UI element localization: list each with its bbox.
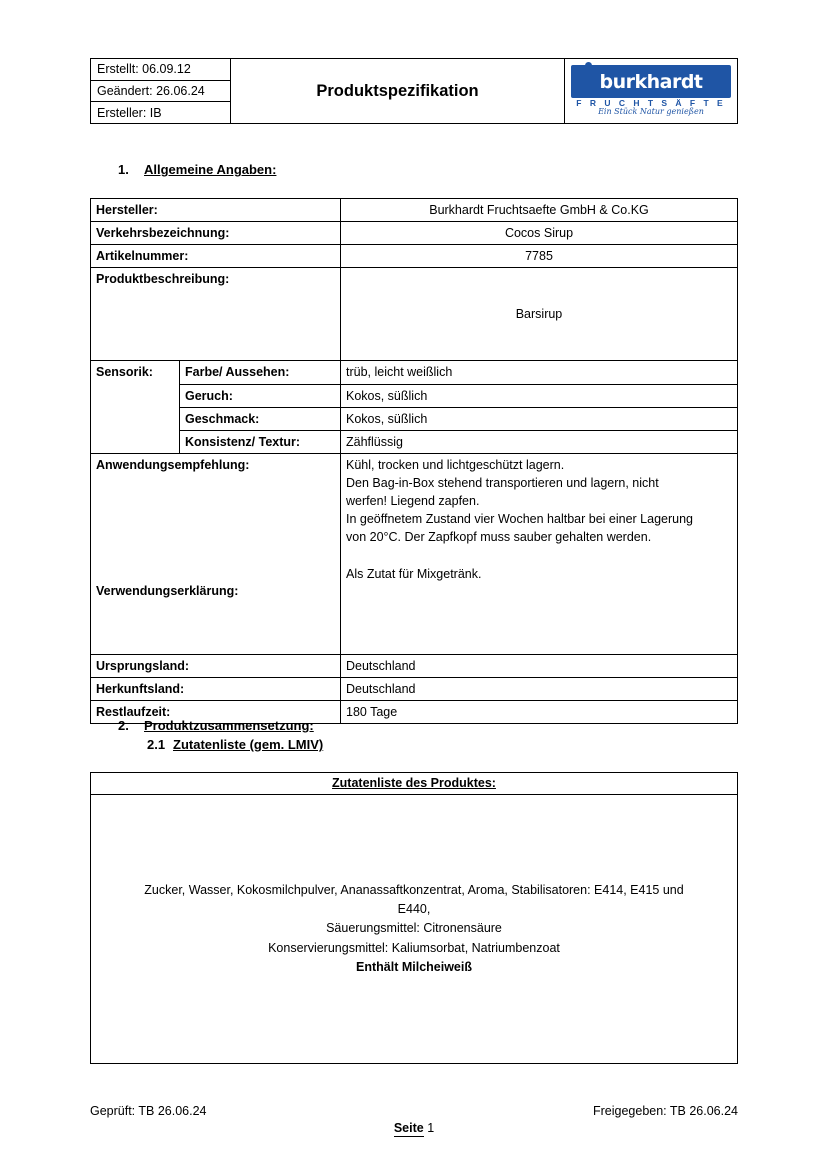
page-number: 1	[427, 1121, 435, 1135]
logo-wordmark: burkhardt	[571, 65, 731, 98]
table-row	[91, 453, 738, 654]
anwendung-line-3: werfen! Liegend zapfen.	[346, 494, 480, 509]
produktbeschreibung-value: Barsirup	[341, 268, 738, 361]
herkunftsland-value: Deutschland	[341, 678, 738, 701]
herkunftsland-label: Herkunftsland:	[91, 678, 341, 701]
anwendungsempfehlung-label: Anwendungsempfehlung:	[96, 457, 250, 472]
logo-slogan: Ein Stück Natur genießen	[598, 107, 704, 116]
footer-row	[90, 1104, 738, 1118]
label-spacer	[96, 474, 335, 582]
table-row	[91, 222, 738, 245]
restlaufzeit-label: Restlaufzeit:	[91, 701, 341, 724]
sensorik-label: Sensorik:	[91, 361, 180, 454]
sensorik-farbe-value: trüb, leicht weißlich	[341, 361, 738, 384]
ingredients-line-2: E440,	[397, 901, 431, 916]
ingredients-line-3: Säuerungsmittel: Citronensäure	[326, 921, 502, 936]
ingredients-allergen-note: Enthält Milcheiweiß	[356, 960, 472, 975]
table-row	[91, 361, 738, 384]
verkehrsbezeichnung-label: Verkehrsbezeichnung:	[91, 222, 341, 245]
section-1-title: Allgemeine Angaben:	[144, 162, 277, 177]
page-title: Produktspezifikation	[231, 59, 565, 123]
changed-date: Geändert: 26.06.24	[91, 81, 230, 103]
author: Ersteller: IB	[97, 105, 162, 120]
value-spacer	[346, 547, 732, 565]
verwendungserklaerung-value: Als Zutat für Mixgetränk.	[346, 566, 482, 581]
table-row	[91, 430, 738, 453]
section-2-1-title: Zutatenliste (gem. LMIV)	[173, 737, 324, 752]
sensorik-farbe-label: Farbe/ Aussehen:	[180, 361, 341, 384]
ingredients-box	[90, 772, 738, 1064]
table-row	[91, 654, 738, 677]
section-2-heading	[118, 718, 314, 733]
footer-page-indicator	[90, 1121, 738, 1135]
table-row	[91, 199, 738, 222]
ingredients-title: Zutatenliste des Produktes:	[91, 773, 737, 795]
sensorik-geruch-value: Kokos, süßlich	[341, 384, 738, 407]
company-logo	[565, 59, 737, 123]
ingredients-body	[91, 795, 737, 1063]
section-1-heading	[118, 162, 276, 177]
produktbeschreibung-label: Produktbeschreibung:	[91, 268, 341, 361]
sensorik-geschmack-label: Geschmack:	[180, 407, 341, 430]
artikelnummer-label: Artikelnummer:	[91, 245, 341, 268]
document-footer	[90, 1104, 738, 1135]
hersteller-value: Burkhardt Fruchtsaefte GmbH & Co.KG	[341, 199, 738, 222]
header-meta-block	[91, 59, 231, 123]
anwendung-line-5: von 20°C. Der Zapfkopf muss sauber gehalten werden.	[346, 530, 652, 545]
sensorik-geschmack-value: Kokos, süßlich	[341, 407, 738, 430]
ingredients-line-4: Konservierungsmittel: Kaliumsorbat, Natriumbenzoat	[268, 940, 560, 955]
sensorik-konsistenz-label: Konsistenz/ Textur:	[180, 430, 341, 453]
verkehrsbezeichnung-value: Cocos Sirup	[341, 222, 738, 245]
general-info-table	[90, 198, 738, 724]
ursprungsland-label: Ursprungsland:	[91, 654, 341, 677]
logo-subtitle: F R U C H T S Ä F T E	[576, 98, 726, 108]
section-2-number: 2.	[118, 718, 129, 733]
verwendungserklaerung-label: Verwendungserklärung:	[96, 584, 239, 598]
ursprungsland-value: Deutschland	[341, 654, 738, 677]
footer-released: Freigegeben: TB 26.06.24	[592, 1104, 738, 1118]
page-label: Seite	[393, 1121, 424, 1135]
section-2-title: Produktzusammensetzung:	[144, 718, 314, 733]
table-row	[91, 245, 738, 268]
document-header	[90, 58, 738, 124]
anwendung-line-2: Den Bag-in-Box stehend transportieren und lagern, nicht	[346, 476, 659, 490]
ingredients-line-1: Zucker, Wasser, Kokosmilchpulver, Ananassaftkonzentrat, Aroma, Stabilisatoren: E414, E415 und	[144, 882, 684, 897]
anwendung-line-4: In geöffnetem Zustand vier Wochen haltbar bei einer Lagerung	[346, 512, 693, 527]
artikelnummer-value: 7785	[341, 245, 738, 268]
section-1-number: 1.	[118, 162, 129, 177]
sensorik-geruch-label: Geruch:	[180, 384, 341, 407]
section-2-1-heading	[147, 737, 323, 752]
restlaufzeit-value: 180 Tage	[341, 701, 738, 724]
hersteller-label: Hersteller:	[91, 199, 341, 222]
footer-checked: Geprüft: TB 26.06.24	[90, 1104, 207, 1118]
anwendung-verwendung-labels	[91, 453, 341, 654]
sensorik-konsistenz-value: Zähflüssig	[341, 430, 738, 453]
anwendung-verwendung-values	[341, 453, 738, 654]
created-date: Erstellt: 06.09.12	[91, 59, 230, 81]
logo-graphic	[571, 63, 731, 119]
anwendung-line-1: Kühl, trocken und lichtgeschützt lagern.	[346, 457, 565, 472]
table-row	[91, 407, 738, 430]
table-row	[91, 384, 738, 407]
table-row	[91, 268, 738, 361]
table-row	[91, 678, 738, 701]
section-2-1-number: 2.1	[147, 737, 166, 752]
